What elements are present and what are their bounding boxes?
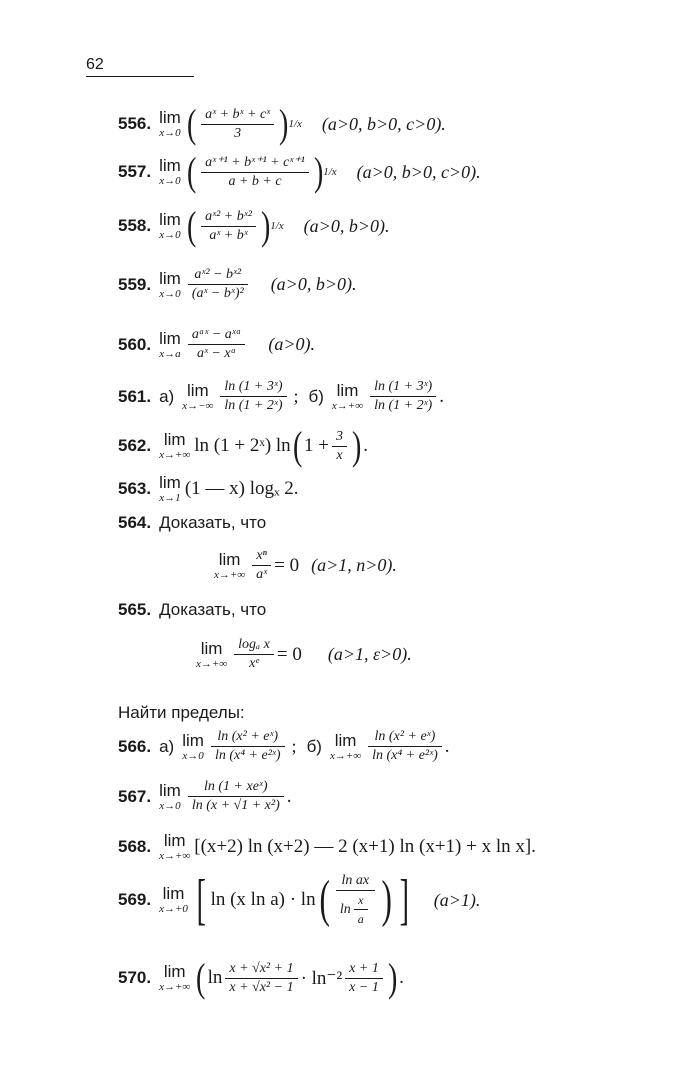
limit-operator: lim x→−∞ [182, 380, 214, 412]
limit-operator: lim x→+∞ [159, 430, 191, 461]
instruction-text: Доказать, что [159, 513, 267, 532]
header-rule [86, 76, 194, 77]
problem-566: 566. а) lim x→0 $\frac{\text{ln (x² + eˣ)}}{\text{ln (x⁴ + e²ˣ)}}$ ; б) lim x→+∞ $\frac{\text{ln (x² + eˣ)}}{\text{ln (x⁴ + e²ˣ)}}$ . [118, 729, 450, 763]
fraction: $\frac{\text{ln (1 + xeˣ)}}{\text{ln (x + √1 + x²)}}$ [188, 778, 284, 815]
condition: (a>0, b>0). [270, 274, 357, 294]
problem-number: 557. [118, 162, 152, 181]
exponent: 1/x [323, 166, 337, 178]
display-564: lim x→+∞ $\frac{\text{xⁿ}}{\text{aˣ}}$ = 0 (a>1, n>0). [214, 548, 397, 582]
fraction: ln ax ln $\frac{x}{a}$ [336, 872, 375, 928]
limit-operator: lim x→+∞ [159, 831, 191, 862]
right-paren: ) [279, 101, 289, 146]
problem-565 [118, 600, 266, 620]
part-a-label: а) [159, 386, 175, 406]
expression: [(x+2) ln (x+2) — 2 (x+1) ln (x+1) + x ln x]. [194, 836, 536, 857]
limit-operator: lim x→+∞ [196, 638, 228, 670]
limit-operator: lim x→0 [182, 730, 204, 762]
problem-559 [118, 266, 356, 303]
fraction: $\frac{x + 1}{x - 1}$ [345, 960, 383, 997]
expression: ln (1 + 2ˣ) ln [194, 435, 291, 456]
limit-operator: lim x→+∞ [159, 962, 191, 993]
problem-560 [118, 326, 315, 363]
condition: (a>1, ε>0). [327, 644, 412, 664]
fraction: $\frac{\text{aˣ² + bˣ²}}{\text{aˣ + bˣ}}$ [201, 208, 256, 245]
exponent: 1/x [288, 118, 302, 130]
problem-number: 562. [118, 436, 152, 455]
part-a-label: а) [159, 736, 175, 756]
problem-number: 566. [118, 736, 152, 756]
problem-561: 561. а) lim x→−∞ $\frac{\text{ln (1 + 3ˣ)}}{\text{ln (1 + 2ˣ)}}$ ; б) lim x→+∞ $\frac{\text{ln (1 + 3ˣ)}}{\text{ln (1 + 2ˣ)}}$ . [118, 379, 444, 413]
instruction-text: Доказать, что [159, 600, 267, 619]
problem-number: 561. [118, 386, 152, 406]
fraction: $\frac{\text{logₐ x}}{\text{xᵉ}}$ [234, 636, 274, 673]
problem-number: 564. [118, 513, 152, 532]
limit-operator: lim x→0 [159, 156, 181, 187]
problem-number: 563. [118, 479, 152, 498]
problem-number: 558. [118, 216, 152, 235]
fraction: $\frac{\text{aˣ² − bˣ²}}{\text{(aˣ − bˣ)²}}$ [188, 266, 248, 303]
limit-operator: lim x→+∞ [331, 380, 364, 412]
problem-567: 567. lim x→0 $\frac{\text{ln (1 + xeˣ)}}{\text{ln (x + √1 + x²)}}$ . [118, 779, 292, 813]
problem-number: 565. [118, 600, 152, 619]
part-b-label: б) [306, 736, 322, 756]
fraction: $\frac{\text{xⁿ}}{\text{aˣ}}$ [252, 547, 271, 584]
limit-operator: lim x→0 [159, 268, 181, 300]
problem-number: 556. [118, 114, 152, 133]
limit-operator: lim x→a [159, 328, 181, 360]
fraction: $\frac{\text{ln (1 + 3ˣ)}}{\text{ln (1 + 2ˣ)}}$ [220, 378, 286, 415]
fraction: $\frac{\text{x + √x² + 1}}{\text{x + √x² − 1}}$ [225, 960, 297, 997]
problem-570: 570. lim x→+∞ ( ln $\frac{\text{x + √x² + 1}}{\text{x + √x² − 1}}$ · ln⁻² $\frac{x + 1}{x - 1}$ ) . [118, 955, 404, 1000]
problem-564 [118, 513, 266, 533]
problem-568 [118, 832, 536, 862]
limit-operator: lim x→1 [159, 473, 181, 504]
expression: (1 — x) logₓ 2. [184, 478, 299, 499]
problem-number: 568. [118, 837, 152, 856]
problem-556 [118, 101, 446, 146]
condition: (a>0, b>0, c>0). [356, 161, 481, 182]
problem-number: 570. [118, 968, 152, 987]
condition: (a>1, n>0). [311, 555, 397, 575]
problem-569: 569. lim x→+0 [ ln (x ln a) · ln ( ln ax ln $\frac{x}{a}$ ) ] (a>1). [118, 869, 481, 931]
limit-operator: lim x→+∞ [329, 730, 362, 762]
problem-563 [118, 474, 299, 504]
fraction: $\frac{3}{x}$ [332, 428, 347, 465]
fraction: $\frac{\text{ln (x² + eˣ)}}{\text{ln (x⁴ + e²ˣ)}}$ [368, 728, 442, 765]
fraction: $\frac{\text{aˣ + bˣ + cˣ}}{3}$ [201, 106, 274, 143]
fraction: $\frac{\text{ln (x² + eˣ)}}{\text{ln (x⁴ + e²ˣ)}}$ [211, 728, 285, 765]
limit-operator: lim x→0 [159, 108, 181, 139]
part-b-label: б) [308, 386, 324, 406]
inner-fraction: $\frac{x}{a}$ [354, 891, 368, 928]
limit-operator: lim x→+0 [159, 884, 188, 915]
display-565: lim x→+∞ $\frac{\text{logₐ x}}{\text{xᵉ}}$ = 0 (a>1, ε>0). [196, 637, 412, 671]
left-paren: ( [186, 101, 197, 146]
problem-number: 567. [118, 786, 152, 806]
problem-number: 569. [118, 890, 152, 909]
condition: (a>0, b>0). [303, 215, 390, 236]
fraction: $\frac{\text{aˣ⁺¹ + bˣ⁺¹ + cˣ⁺¹}}{a + b + c}$ [201, 154, 309, 191]
limit-operator: lim x→0 [159, 210, 181, 241]
limit-operator: lim x→0 [159, 780, 181, 812]
problem-562: 562. lim x→+∞ ln (1 + 2ˣ) ln ( 1 + $\frac{3}{x}$ ) . [118, 423, 369, 468]
page-number: 62 [86, 56, 104, 73]
condition: (a>0, b>0, c>0). [321, 113, 446, 134]
fraction: $\frac{\text{aᵃˣ − aˣᵃ}}{\text{aˣ − xᵃ}}$ [188, 326, 246, 363]
fraction: $\frac{\text{ln (1 + 3ˣ)}}{\text{ln (1 + 2ˣ)}}$ [370, 378, 436, 415]
problem-558: 558. lim x→0 ( $\frac{\text{aˣ² + bˣ²}}{\text{aˣ + bˣ}}$ ) 1/x (a>0, b>0). [118, 203, 390, 248]
condition: (a>0). [268, 334, 315, 354]
exponent: 1/x [270, 220, 284, 232]
expression: ln (x ln a) · ln [210, 889, 316, 910]
section-heading: Найти пределы: [118, 703, 245, 722]
problem-number: 559. [118, 274, 152, 294]
problem-number: 560. [118, 334, 152, 354]
limit-operator: lim x→+∞ [214, 549, 246, 581]
problem-557: 557. lim x→0 ( $\frac{\text{aˣ⁺¹ + bˣ⁺¹ + cˣ⁺¹}}{a + b + c}$ ) 1/x (a>0, b>0, c>0). [118, 149, 481, 194]
condition: (a>1). [433, 889, 481, 910]
